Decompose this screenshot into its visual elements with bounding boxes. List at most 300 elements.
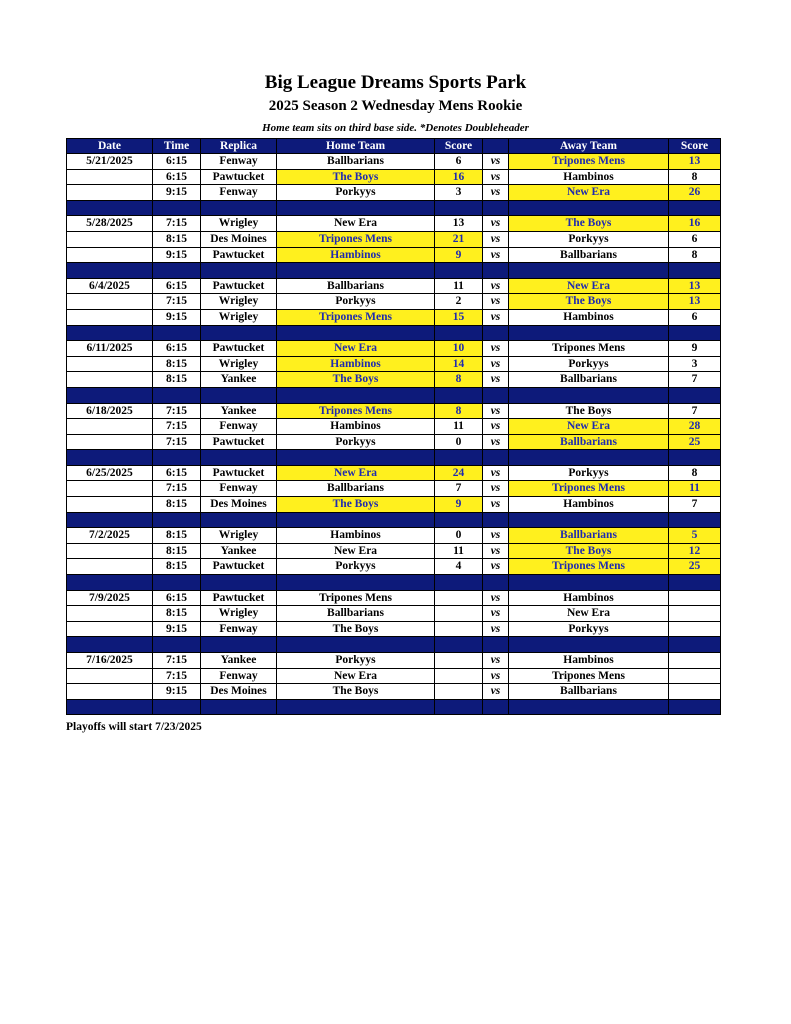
home-team: Hambinos	[277, 419, 435, 435]
separator-cell	[67, 387, 153, 403]
game-date	[67, 231, 153, 247]
separator-cell	[277, 637, 435, 653]
week-separator	[67, 200, 721, 216]
game-replica: Wrigley	[201, 216, 277, 232]
game-row	[67, 684, 721, 700]
game-time: 6:15	[153, 465, 201, 481]
separator-cell	[483, 200, 509, 216]
home-score: 2	[435, 294, 483, 310]
vs-label: vs	[483, 653, 509, 669]
vs-label: vs	[483, 372, 509, 388]
game-date: 5/21/2025	[67, 154, 153, 170]
game-time: 8:15	[153, 559, 201, 575]
game-time: 7:15	[153, 668, 201, 684]
away-team: New Era	[509, 606, 669, 622]
home-team: Hambinos	[277, 356, 435, 372]
game-date	[67, 169, 153, 185]
game-time: 7:15	[153, 403, 201, 419]
home-team: New Era	[277, 465, 435, 481]
game-replica: Yankee	[201, 543, 277, 559]
away-team: New Era	[509, 419, 669, 435]
vs-label: vs	[483, 309, 509, 325]
away-team: Porkyys	[509, 231, 669, 247]
vs-label: vs	[483, 434, 509, 450]
game-replica: Des Moines	[201, 497, 277, 513]
game-replica: Wrigley	[201, 356, 277, 372]
game-row	[67, 559, 721, 575]
home-score	[435, 684, 483, 700]
game-date: 7/2/2025	[67, 528, 153, 544]
game-time: 7:15	[153, 481, 201, 497]
separator-cell	[435, 387, 483, 403]
vs-label: vs	[483, 169, 509, 185]
home-team: Ballbarians	[277, 606, 435, 622]
home-score: 21	[435, 231, 483, 247]
separator-cell	[153, 387, 201, 403]
game-replica: Pawtucket	[201, 590, 277, 606]
separator-cell	[435, 637, 483, 653]
game-time: 9:15	[153, 185, 201, 201]
game-replica: Wrigley	[201, 294, 277, 310]
game-time: 7:15	[153, 216, 201, 232]
home-team: New Era	[277, 543, 435, 559]
home-score: 0	[435, 528, 483, 544]
away-score: 6	[669, 309, 721, 325]
home-score: 4	[435, 559, 483, 575]
game-replica: Pawtucket	[201, 465, 277, 481]
away-score: 8	[669, 169, 721, 185]
game-time: 8:15	[153, 372, 201, 388]
game-time: 8:15	[153, 606, 201, 622]
week-separator	[67, 450, 721, 466]
game-time: 9:15	[153, 684, 201, 700]
separator-cell	[509, 699, 669, 715]
game-date: 6/25/2025	[67, 465, 153, 481]
game-row	[67, 356, 721, 372]
home-team: Tripones Mens	[277, 590, 435, 606]
home-team: New Era	[277, 216, 435, 232]
game-time: 6:15	[153, 154, 201, 170]
away-score	[669, 653, 721, 669]
header-vs	[483, 139, 509, 154]
separator-cell	[277, 325, 435, 341]
away-score: 13	[669, 154, 721, 170]
header-replica: Replica	[201, 139, 277, 154]
away-team: Hambinos	[509, 497, 669, 513]
game-date	[67, 247, 153, 263]
separator-cell	[483, 263, 509, 279]
separator-cell	[435, 699, 483, 715]
separator-cell	[201, 450, 277, 466]
header-time: Time	[153, 139, 201, 154]
game-row	[67, 543, 721, 559]
away-score: 5	[669, 528, 721, 544]
away-score: 9	[669, 341, 721, 357]
separator-cell	[435, 200, 483, 216]
game-date	[67, 621, 153, 637]
game-date: 6/11/2025	[67, 341, 153, 357]
away-score: 7	[669, 403, 721, 419]
game-row	[67, 294, 721, 310]
separator-cell	[67, 200, 153, 216]
vs-label: vs	[483, 559, 509, 575]
game-replica: Pawtucket	[201, 169, 277, 185]
home-score	[435, 621, 483, 637]
schedule-table	[66, 138, 721, 715]
separator-cell	[201, 263, 277, 279]
separator-cell	[509, 200, 669, 216]
separator-cell	[669, 512, 721, 528]
vs-label: vs	[483, 590, 509, 606]
vs-label: vs	[483, 543, 509, 559]
separator-cell	[277, 575, 435, 591]
game-date	[67, 372, 153, 388]
away-team: Porkyys	[509, 356, 669, 372]
home-score: 6	[435, 154, 483, 170]
game-date	[67, 294, 153, 310]
away-score: 13	[669, 294, 721, 310]
home-score: 9	[435, 247, 483, 263]
away-score: 28	[669, 419, 721, 435]
game-row	[67, 434, 721, 450]
game-date	[67, 497, 153, 513]
home-score: 11	[435, 543, 483, 559]
game-date	[67, 668, 153, 684]
home-score: 8	[435, 372, 483, 388]
separator-cell	[669, 263, 721, 279]
away-score: 3	[669, 356, 721, 372]
away-team: Tripones Mens	[509, 154, 669, 170]
game-row	[67, 185, 721, 201]
vs-label: vs	[483, 294, 509, 310]
game-replica: Fenway	[201, 419, 277, 435]
home-score: 24	[435, 465, 483, 481]
game-replica: Pawtucket	[201, 278, 277, 294]
home-team: Tripones Mens	[277, 403, 435, 419]
away-score	[669, 684, 721, 700]
away-team: New Era	[509, 185, 669, 201]
separator-cell	[669, 325, 721, 341]
separator-cell	[509, 263, 669, 279]
game-replica: Fenway	[201, 185, 277, 201]
game-row	[67, 403, 721, 419]
vs-label: vs	[483, 684, 509, 700]
away-score: 8	[669, 465, 721, 481]
separator-cell	[277, 512, 435, 528]
week-separator	[67, 512, 721, 528]
home-score: 10	[435, 341, 483, 357]
game-replica: Fenway	[201, 621, 277, 637]
header-home-score: Score	[435, 139, 483, 154]
home-score: 15	[435, 309, 483, 325]
separator-cell	[67, 263, 153, 279]
game-time: 6:15	[153, 278, 201, 294]
home-score: 11	[435, 278, 483, 294]
separator-cell	[277, 699, 435, 715]
home-team: The Boys	[277, 497, 435, 513]
separator-cell	[435, 450, 483, 466]
separator-cell	[277, 263, 435, 279]
game-row	[67, 606, 721, 622]
vs-label: vs	[483, 621, 509, 637]
game-replica: Pawtucket	[201, 247, 277, 263]
game-time: 7:15	[153, 434, 201, 450]
game-time: 8:15	[153, 543, 201, 559]
home-team: Porkyys	[277, 294, 435, 310]
home-team: Tripones Mens	[277, 231, 435, 247]
separator-cell	[483, 450, 509, 466]
game-date	[67, 434, 153, 450]
home-team: The Boys	[277, 169, 435, 185]
separator-cell	[277, 450, 435, 466]
schedule-body	[67, 154, 721, 715]
separator-cell	[201, 699, 277, 715]
game-replica: Des Moines	[201, 684, 277, 700]
game-row	[67, 481, 721, 497]
game-replica: Pawtucket	[201, 341, 277, 357]
game-date	[67, 559, 153, 575]
game-time: 7:15	[153, 419, 201, 435]
separator-cell	[153, 512, 201, 528]
home-team: Porkyys	[277, 434, 435, 450]
home-score: 9	[435, 497, 483, 513]
game-row	[67, 247, 721, 263]
separator-cell	[201, 325, 277, 341]
separator-cell	[483, 699, 509, 715]
game-row	[67, 497, 721, 513]
vs-label: vs	[483, 497, 509, 513]
header-away-score: Score	[669, 139, 721, 154]
away-team: Tripones Mens	[509, 481, 669, 497]
away-team: Ballbarians	[509, 247, 669, 263]
home-team: Porkyys	[277, 653, 435, 669]
away-score: 6	[669, 231, 721, 247]
game-time: 8:15	[153, 528, 201, 544]
away-score	[669, 606, 721, 622]
separator-cell	[509, 512, 669, 528]
away-team: Tripones Mens	[509, 668, 669, 684]
header-date: Date	[67, 139, 153, 154]
game-date	[67, 185, 153, 201]
game-time: 9:15	[153, 621, 201, 637]
game-date: 6/4/2025	[67, 278, 153, 294]
separator-cell	[669, 637, 721, 653]
home-team: Porkyys	[277, 559, 435, 575]
game-date	[67, 606, 153, 622]
separator-cell	[153, 637, 201, 653]
away-team: Porkyys	[509, 621, 669, 637]
away-score: 8	[669, 247, 721, 263]
separator-cell	[201, 512, 277, 528]
page-title: Big League Dreams Sports Park	[264, 72, 527, 93]
game-date	[67, 356, 153, 372]
separator-cell	[509, 575, 669, 591]
separator-cell	[153, 699, 201, 715]
away-score: 11	[669, 481, 721, 497]
game-row	[67, 309, 721, 325]
home-score	[435, 590, 483, 606]
away-score: 13	[669, 278, 721, 294]
away-score: 7	[669, 497, 721, 513]
game-row	[67, 216, 721, 232]
home-team: Ballbarians	[277, 278, 435, 294]
separator-cell	[435, 512, 483, 528]
away-team: Ballbarians	[509, 528, 669, 544]
vs-label: vs	[483, 356, 509, 372]
game-time: 7:15	[153, 294, 201, 310]
game-replica: Fenway	[201, 481, 277, 497]
away-score: 25	[669, 559, 721, 575]
week-separator	[67, 325, 721, 341]
game-time: 9:15	[153, 247, 201, 263]
home-team: Ballbarians	[277, 154, 435, 170]
game-replica: Yankee	[201, 372, 277, 388]
separator-cell	[669, 575, 721, 591]
game-date: 5/28/2025	[67, 216, 153, 232]
home-team: Ballbarians	[277, 481, 435, 497]
game-row	[67, 668, 721, 684]
home-team: New Era	[277, 341, 435, 357]
separator-cell	[67, 512, 153, 528]
home-score	[435, 668, 483, 684]
home-team: New Era	[277, 668, 435, 684]
game-replica: Wrigley	[201, 528, 277, 544]
game-row	[67, 590, 721, 606]
separator-cell	[201, 575, 277, 591]
game-date: 6/18/2025	[67, 403, 153, 419]
home-score	[435, 606, 483, 622]
separator-cell	[201, 200, 277, 216]
separator-cell	[67, 575, 153, 591]
away-score: 16	[669, 216, 721, 232]
game-replica: Des Moines	[201, 231, 277, 247]
game-time: 9:15	[153, 309, 201, 325]
away-score: 7	[669, 372, 721, 388]
game-replica: Yankee	[201, 653, 277, 669]
game-replica: Fenway	[201, 668, 277, 684]
away-team: Hambinos	[509, 169, 669, 185]
home-score: 11	[435, 419, 483, 435]
game-date: 7/9/2025	[67, 590, 153, 606]
vs-label: vs	[483, 154, 509, 170]
home-team: Hambinos	[277, 528, 435, 544]
home-score: 16	[435, 169, 483, 185]
away-team: Ballbarians	[509, 372, 669, 388]
separator-cell	[67, 637, 153, 653]
vs-label: vs	[483, 278, 509, 294]
home-score: 0	[435, 434, 483, 450]
home-score: 3	[435, 185, 483, 201]
playoffs-note: Playoffs will start 7/23/2025	[66, 721, 202, 733]
away-score: 26	[669, 185, 721, 201]
away-team: Hambinos	[509, 653, 669, 669]
game-row	[67, 528, 721, 544]
separator-cell	[201, 637, 277, 653]
separator-cell	[153, 450, 201, 466]
separator-cell	[669, 699, 721, 715]
separator-cell	[277, 387, 435, 403]
separator-cell	[153, 325, 201, 341]
game-date	[67, 543, 153, 559]
home-score: 8	[435, 403, 483, 419]
vs-label: vs	[483, 185, 509, 201]
vs-label: vs	[483, 341, 509, 357]
away-team: Hambinos	[509, 309, 669, 325]
game-row	[67, 341, 721, 357]
vs-label: vs	[483, 247, 509, 263]
game-replica: Wrigley	[201, 606, 277, 622]
home-team: Tripones Mens	[277, 309, 435, 325]
separator-cell	[153, 575, 201, 591]
vs-label: vs	[483, 403, 509, 419]
game-date	[67, 309, 153, 325]
away-team: The Boys	[509, 403, 669, 419]
away-team: Tripones Mens	[509, 341, 669, 357]
home-team: Hambinos	[277, 247, 435, 263]
week-separator	[67, 387, 721, 403]
vs-label: vs	[483, 668, 509, 684]
separator-cell	[277, 200, 435, 216]
header-away-team: Away Team	[509, 139, 669, 154]
separator-cell	[509, 325, 669, 341]
away-team: The Boys	[509, 216, 669, 232]
game-row	[67, 621, 721, 637]
separator-cell	[67, 450, 153, 466]
game-time: 8:15	[153, 231, 201, 247]
vs-label: vs	[483, 606, 509, 622]
vs-label: vs	[483, 216, 509, 232]
away-team: Ballbarians	[509, 434, 669, 450]
separator-cell	[67, 699, 153, 715]
game-replica: Yankee	[201, 403, 277, 419]
separator-cell	[67, 325, 153, 341]
game-row	[67, 465, 721, 481]
page-subtitle: 2025 Season 2 Wednesday Mens Rookie	[268, 98, 523, 114]
game-replica: Pawtucket	[201, 559, 277, 575]
seating-note: Home team sits on third base side. *Denotes Doubleheader	[262, 122, 529, 134]
game-date	[67, 419, 153, 435]
week-separator	[67, 575, 721, 591]
game-replica: Pawtucket	[201, 434, 277, 450]
separator-cell	[483, 575, 509, 591]
home-score: 7	[435, 481, 483, 497]
away-score	[669, 621, 721, 637]
vs-label: vs	[483, 465, 509, 481]
separator-cell	[669, 200, 721, 216]
game-time: 6:15	[153, 341, 201, 357]
game-time: 6:15	[153, 169, 201, 185]
game-row	[67, 169, 721, 185]
game-date	[67, 684, 153, 700]
home-team: Porkyys	[277, 185, 435, 201]
separator-cell	[509, 450, 669, 466]
separator-cell	[669, 387, 721, 403]
game-row	[67, 653, 721, 669]
away-score	[669, 668, 721, 684]
separator-cell	[509, 637, 669, 653]
away-score: 12	[669, 543, 721, 559]
vs-label: vs	[483, 528, 509, 544]
separator-cell	[153, 263, 201, 279]
game-time: 8:15	[153, 356, 201, 372]
away-team: The Boys	[509, 294, 669, 310]
separator-cell	[435, 575, 483, 591]
separator-cell	[483, 387, 509, 403]
away-team: New Era	[509, 278, 669, 294]
home-score	[435, 653, 483, 669]
game-time: 7:15	[153, 653, 201, 669]
game-replica: Wrigley	[201, 309, 277, 325]
